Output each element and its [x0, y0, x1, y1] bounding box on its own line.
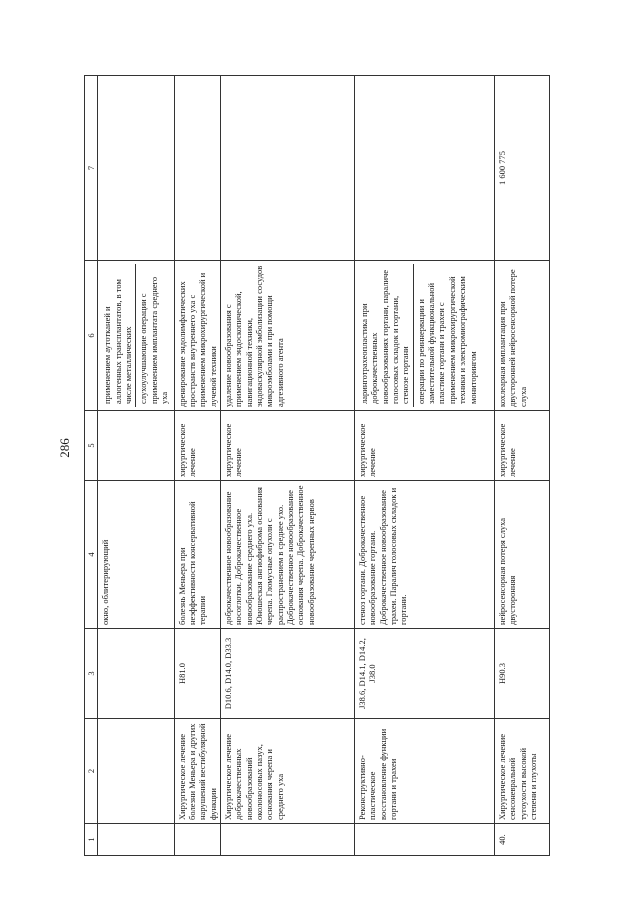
cost: [98, 76, 174, 261]
icd-codes: J38.6, D14.1, D14.2, J38.0: [354, 629, 494, 719]
cost: [220, 76, 354, 261]
column-number: 3: [85, 629, 98, 719]
care-type-name: Хирургическое лечение болезни Меньера и других нарушений вестибулярной функции: [174, 719, 220, 824]
table-row: [98, 76, 174, 856]
column-number: 5: [85, 411, 98, 481]
column-number-row: [85, 76, 98, 856]
care-type-name: Хирургическое лечение доброкачественных новообразований околоносовых пазух, основания черепа и среднего уха: [220, 719, 354, 824]
column-number: 7: [85, 76, 98, 261]
row-number: [174, 824, 220, 856]
treatment-methods: [98, 261, 174, 411]
table-row: [174, 76, 220, 856]
cost: [354, 76, 494, 261]
patient-model: нейросенсорная потеря слуха двусторонняя: [494, 481, 549, 629]
treatment-method: кохлеарная имплантация при двусторонней нейросенсорной потере слуха: [494, 261, 549, 411]
treatment-type: хирургическое лечение: [174, 411, 220, 481]
treatment-methods: [354, 261, 494, 411]
column-number: 1: [85, 824, 98, 856]
treatment-method: операции по реиннервации и заместительной функциональной пластике гортани и трахеи с применением микрохирургической техники и электромиографическим мониторингом: [413, 264, 480, 407]
icd-codes: H90.3: [494, 629, 549, 719]
column-number: 4: [85, 481, 98, 629]
row-number: [220, 824, 354, 856]
patient-model: стеноз гортани. Доброкачественное новообразование гортани. Доброкачественное новообразование трахеи. Паралич голосовых складок и гортани.: [354, 481, 494, 629]
table-row: [354, 76, 494, 856]
icd-codes: D10.6, D14.0, D33.3: [220, 629, 354, 719]
icd-codes: H81.0: [174, 629, 220, 719]
cost: [174, 76, 220, 261]
treatment-type: хирургическое лечение: [354, 411, 494, 481]
row-number: 40.: [494, 824, 549, 856]
treatment-type: [98, 411, 174, 481]
care-type-name: Хирургическое лечение сенсоневральной тугоухости высокой степени и глухоты: [494, 719, 549, 824]
column-number: 6: [85, 261, 98, 411]
medical-care-table: [84, 75, 550, 856]
treatment-method: применением аутотканей и аллогенных трансплантатов, в том числе металлических: [102, 279, 134, 404]
patient-model: окно, облитерирующий: [98, 481, 174, 629]
row-number: [98, 824, 174, 856]
care-type-name: [98, 719, 174, 824]
cost: 1 600 775: [494, 76, 549, 261]
rotated-table-wrapper: [84, 76, 554, 856]
treatment-method: удаление новообразования с применением эндоскопической, навигационной техники, эндоваскулярной эмболизации сосудов микроэмболами и при помощи адгезивного агента: [220, 261, 354, 411]
treatment-type: хирургическое лечение: [494, 411, 549, 481]
patient-model: доброкачественное новообразование носоглотки. Доброкачественное новообразование среднего уха. Юношеская ангиофиброма основания черепа. Гломусные опухоли с распространением в среднее ухо. Доброкачественное новообразование основания черепа. Доброкачественное новообразование черепных нервов: [220, 481, 354, 629]
patient-model: болезнь Меньера при неэффективности консервативной терапии: [174, 481, 220, 629]
page-number: 286: [57, 438, 72, 458]
care-type-name: Реконструктивно-пластическое восстановление функции гортани и трахеи: [354, 719, 494, 824]
column-number: 2: [85, 719, 98, 824]
table-row: [220, 76, 354, 856]
icd-codes: [98, 629, 174, 719]
treatment-method: слухоулучшающие операции с применением имплантата среднего уха: [135, 264, 171, 407]
row-number: [354, 824, 494, 856]
treatment-method: ларинготрахеопластика при доброкачественных новообразованиях гортани, параличе голосовых складок и гортани, стенозе гортани: [358, 269, 411, 404]
treatment-method: дренирование эндолимфатических пространств внутреннего уха с применением микрохирургической и лучевой техники: [174, 261, 220, 411]
table-row: [494, 76, 549, 856]
treatment-type: хирургическое лечение: [220, 411, 354, 481]
